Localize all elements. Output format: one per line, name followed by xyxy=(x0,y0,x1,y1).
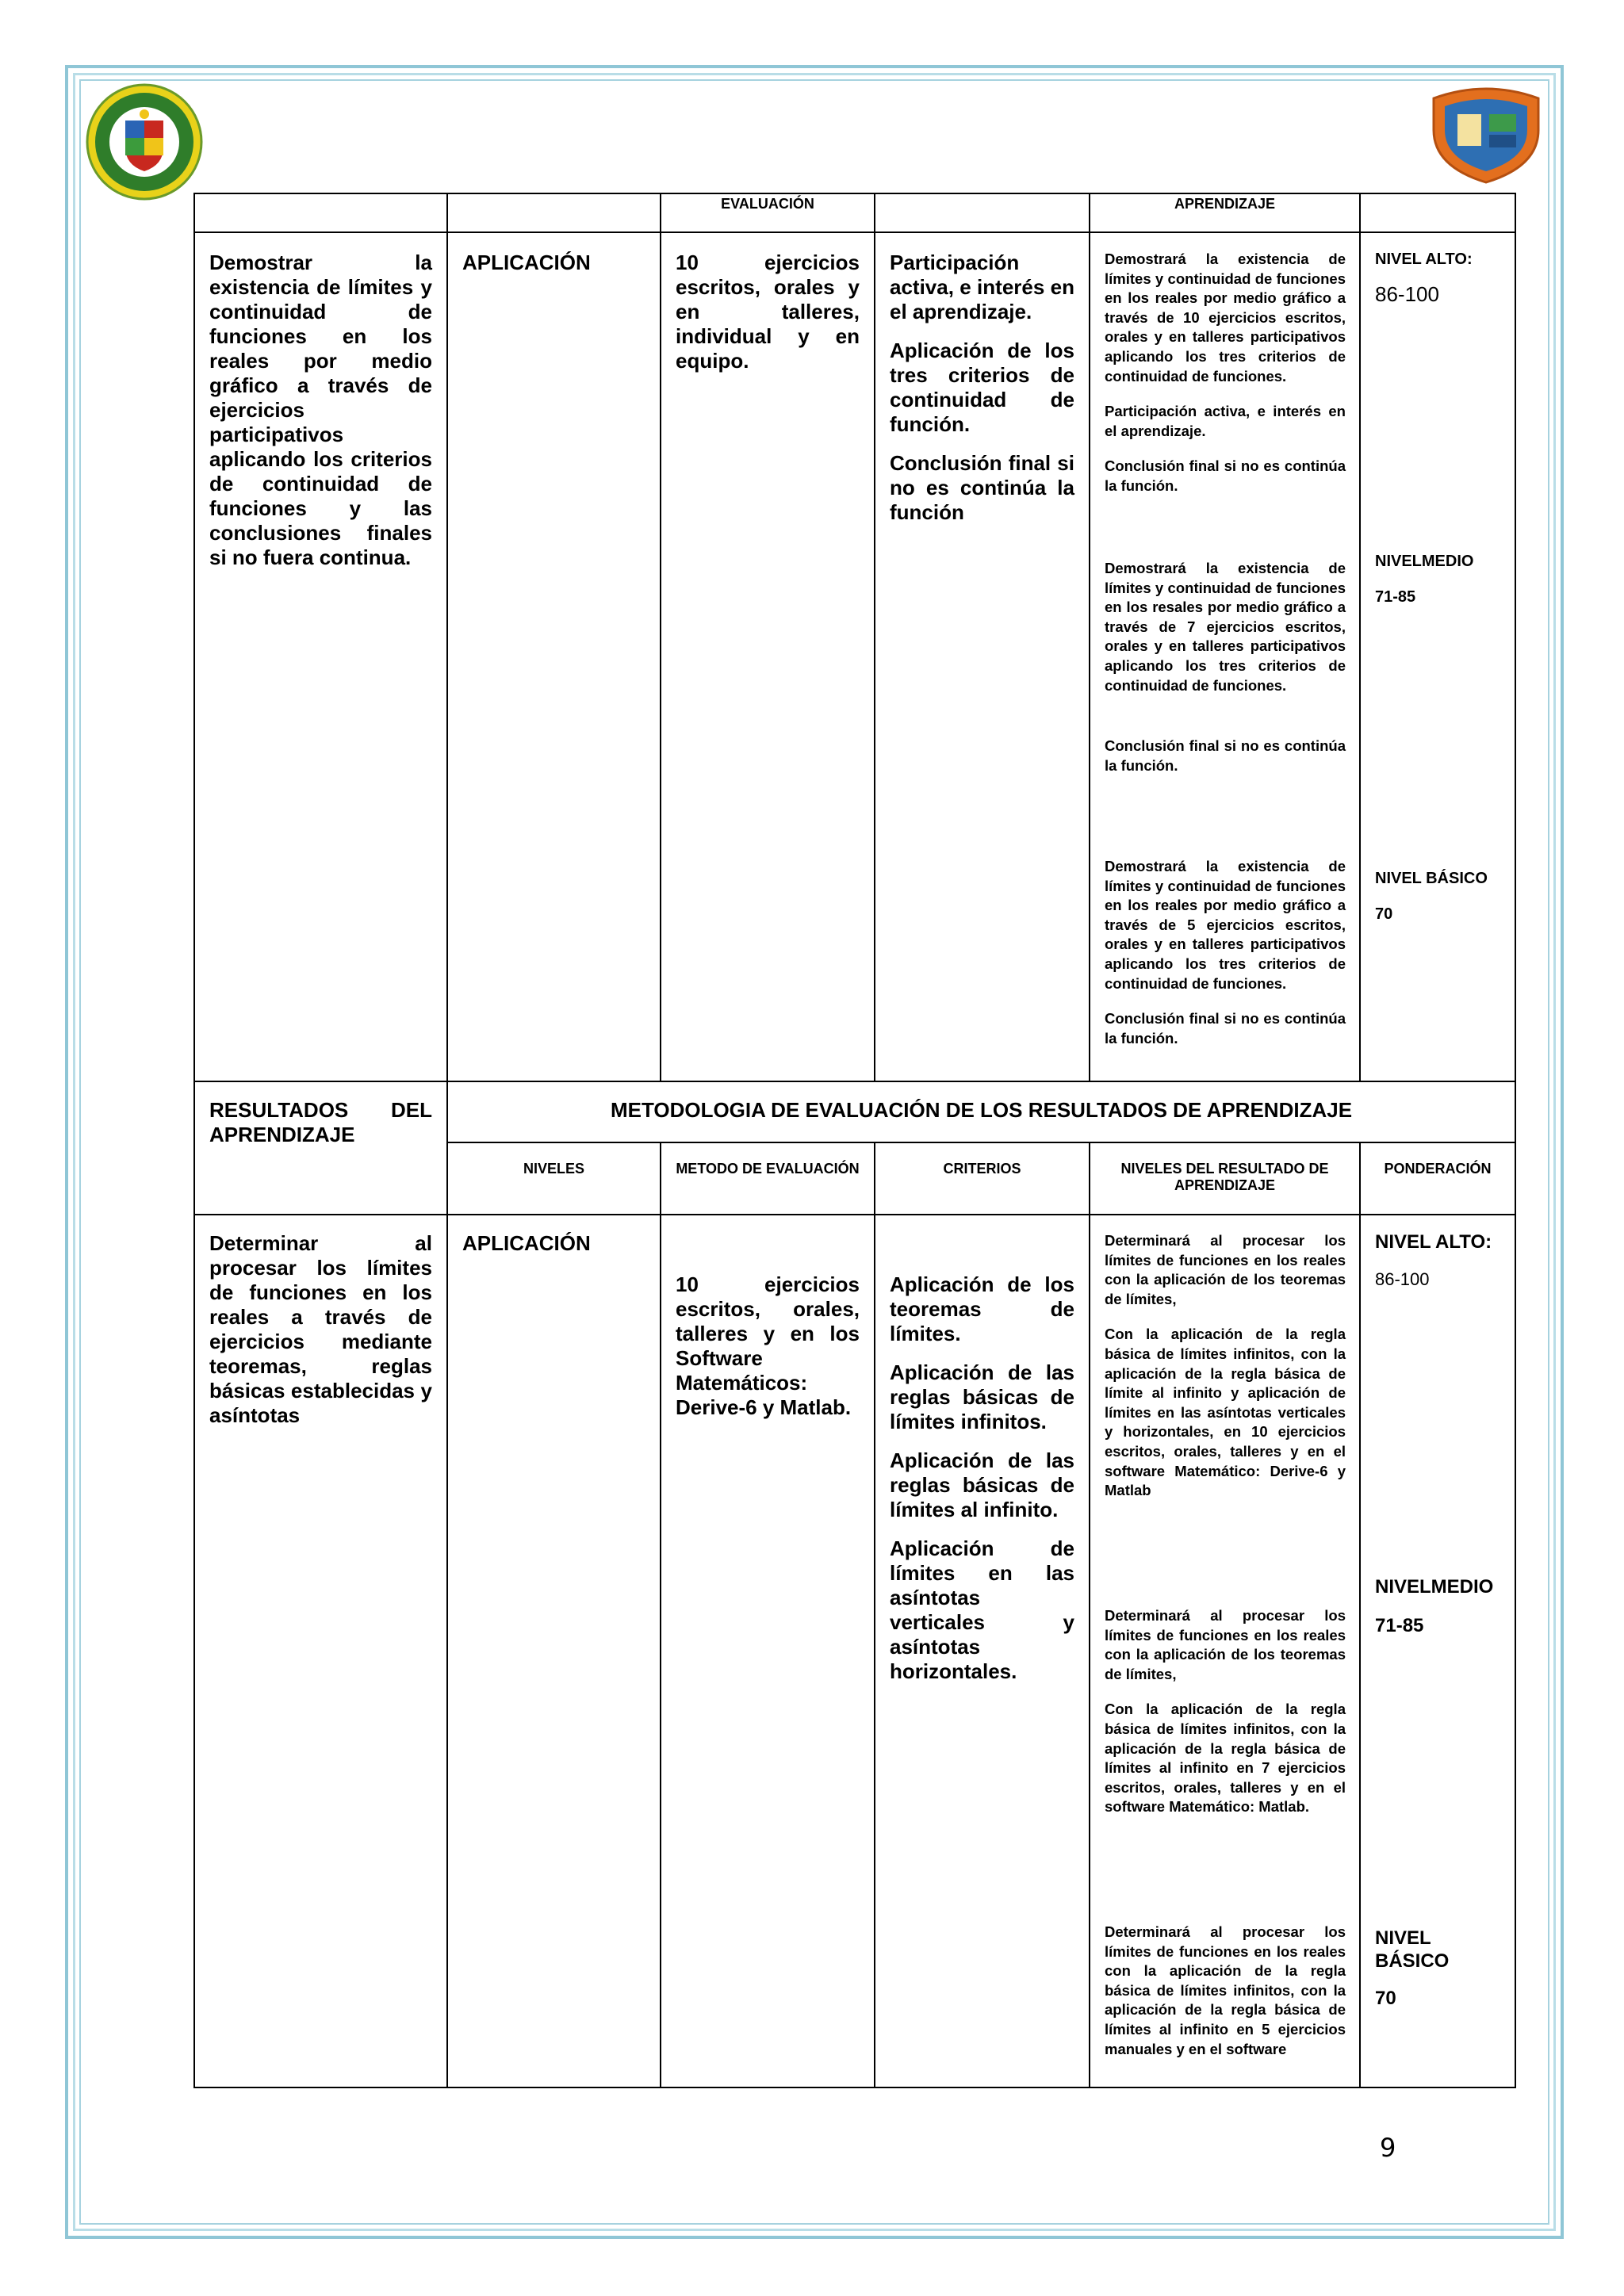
faculty-shield-logo xyxy=(1426,82,1546,186)
block1-alto-p1: Demostrará la existencia de límites y continuidad de funciones en los reales por medio gráfico a través de 10 ejercicios escritos, orales y en talleres participativos aplicando los tres criterios de continuidad de funciones. xyxy=(1105,251,1346,385)
block1-nivel: APLICACIÓN xyxy=(462,251,591,274)
block2-medio-p1: Determinará al procesar los límites de funciones en los reales con la aplicación de los teoremas de límites, xyxy=(1105,1607,1346,1682)
header-niveles-resultado: NIVELES DEL RESULTADO DE APRENDIZAJE xyxy=(1090,1142,1360,1215)
block2-alto-label: NIVEL ALTO: xyxy=(1375,1231,1492,1253)
block2-criterio-3: Aplicación de las reglas básicas de límites al infinito. xyxy=(890,1448,1074,1521)
block1-basico-description xyxy=(1105,857,1346,1064)
block2-medio-p2: Con la aplicación de la regla básica de límites infinitos, con la aplicación de la regla básica de límites al infinito en 7 ejercicios escritos, orales, talleres y en el software Matemático: Matlab. xyxy=(1105,1701,1346,1816)
block2-basico-label: NIVEL BÁSICO xyxy=(1375,1927,1450,1972)
page-number: 9 xyxy=(1380,2133,1396,2163)
block1-basico-label: NIVEL BÁSICO xyxy=(1375,870,1488,887)
header-criterios: CRITERIOS xyxy=(875,1142,1090,1215)
block1-alto-description xyxy=(1105,250,1346,512)
block2-criterio-1: Aplicación de los teoremas de límites. xyxy=(890,1272,1074,1345)
block2-alto-p1: Determinará al procesar los límites de funciones en los reales con la aplicación de los teoremas de límites, xyxy=(1105,1232,1346,1307)
block2-basico-p1: Determinará al procesar los límites de funciones en los reales con la aplicación de la regla básica de límites infinitos, con la aplicación de la regla básica de límites al infinito en 5 ejercicios manuales y en el software xyxy=(1105,1923,1346,2057)
block2-alto-p2: Con la aplicación de la regla básica de límites infinitos, con la aplicación de la regla básica de límite al infinito y aplicación de límites en las asíntotas verticales y horizontales, en 10 ejercicios escritos, orales, talleres y en el software Matemático: Derive-6 y Matlab xyxy=(1105,1326,1346,1499)
continuation-header-row xyxy=(194,193,1515,232)
header-cell-empty-4 xyxy=(1360,193,1515,232)
evaluation-table xyxy=(193,193,1516,2088)
header-cell-empty-1 xyxy=(194,193,447,232)
block1-medio-range: 71-85 xyxy=(1375,588,1416,606)
block1-criterio-3: Conclusión final si no es continúa la función xyxy=(890,451,1074,524)
block1-medio-label: NIVELMEDIO xyxy=(1375,553,1474,570)
block1-criterios xyxy=(890,251,1074,525)
block2-resultado: Determinar al procesar los límites de funciones en los reales a través de ejercicios mediante teoremas, reglas básicas establecidas y asíntotas xyxy=(209,1231,432,1427)
header-niveles: NIVELES xyxy=(447,1142,661,1215)
section-title-row xyxy=(194,1081,1515,1142)
block2-basico-range: 70 xyxy=(1375,1988,1396,2009)
header-ponderacion: PONDERACIÓN xyxy=(1360,1142,1515,1215)
header-evaluacion: EVALUACIÓN xyxy=(661,193,875,232)
header-cell-empty-3 xyxy=(875,193,1090,232)
block2-basico-description xyxy=(1105,1923,1346,2075)
block2-alto-description xyxy=(1105,1231,1346,1517)
block1-basico-p2: Conclusión final si no es continúa la función. xyxy=(1105,1010,1346,1047)
block1-medio-p1: Demostrará la existencia de límites y continuidad de funciones en los resales por medio gráfico a través de 7 ejercicios escritos, orales y en talleres participativos aplicando los tres criterios de continuidad de funciones. xyxy=(1105,560,1346,694)
block2-criterios xyxy=(890,1272,1074,1684)
header-cell-empty-2 xyxy=(447,193,661,232)
block1-basico-range: 70 xyxy=(1375,905,1393,923)
block1-alto-label: NIVEL ALTO: xyxy=(1375,251,1473,268)
block2-alto-range: 86-100 xyxy=(1375,1269,1430,1289)
block1-criterio-2: Aplicación de los tres criterios de continuidad de función. xyxy=(890,339,1074,436)
header-aprendizaje: APRENDIZAJE xyxy=(1090,193,1360,232)
block2-medio-label: NIVELMEDIO xyxy=(1375,1576,1494,1598)
header-metodo-evaluacion: METODO DE EVALUACIÓN xyxy=(661,1142,875,1215)
block1-resultado: Demostrar la existencia de límites y continuidad de funciones en los reales por medio gráfico a través de ejercicios participativos aplicando los criterios de continuidad de funciones y las conclusiones finales si no fuera continua. xyxy=(209,251,432,569)
block1-alto-range: 86-100 xyxy=(1375,282,1439,306)
header-resultados-aprendizaje: RESULTADOS DEL APRENDIZAJE xyxy=(209,1098,432,1146)
block1-alto-p3: Conclusión final si no es continúa la función. xyxy=(1105,457,1346,494)
block2-row xyxy=(194,1215,1515,2087)
block2-criterio-4: Aplicación de límites en las asíntotas verticales y asíntotas horizontales. xyxy=(890,1536,1074,1683)
block2-medio-description xyxy=(1105,1606,1346,1833)
block2-criterio-2: Aplicación de las reglas básicas de límites infinitos. xyxy=(890,1360,1074,1433)
block1-row xyxy=(194,232,1515,1081)
header-metodologia: METODOLOGIA DE EVALUACIÓN DE LOS RESULTADOS DE APRENDIZAJE xyxy=(610,1098,1353,1122)
block1-alto-p2: Participación activa, e interés en el aprendizaje. xyxy=(1105,403,1346,439)
block1-metodo: 10 ejercicios escritos, orales y en talleres, individual y en equipo. xyxy=(676,251,860,373)
block1-medio-p2: Conclusión final si no es continúa la función. xyxy=(1105,737,1346,774)
block2-nivel: APLICACIÓN xyxy=(462,1231,591,1255)
block1-basico-p1: Demostrará la existencia de límites y continuidad de funciones en los reales por medio gráfico a través de 5 ejercicios escritos, orales y en talleres participativos aplicando los tres criterios de continuidad de funciones. xyxy=(1105,858,1346,992)
block2-medio-range: 71-85 xyxy=(1375,1615,1424,1636)
university-seal-logo xyxy=(79,82,209,201)
block2-metodo: 10 ejercicios escritos, orales, talleres y en los Software Matemáticos: Derive-6 y Matlab. xyxy=(676,1272,860,1419)
block1-medio-description xyxy=(1105,559,1346,791)
block1-criterio-1: Participación activa, e interés en el aprendizaje. xyxy=(890,251,1074,323)
